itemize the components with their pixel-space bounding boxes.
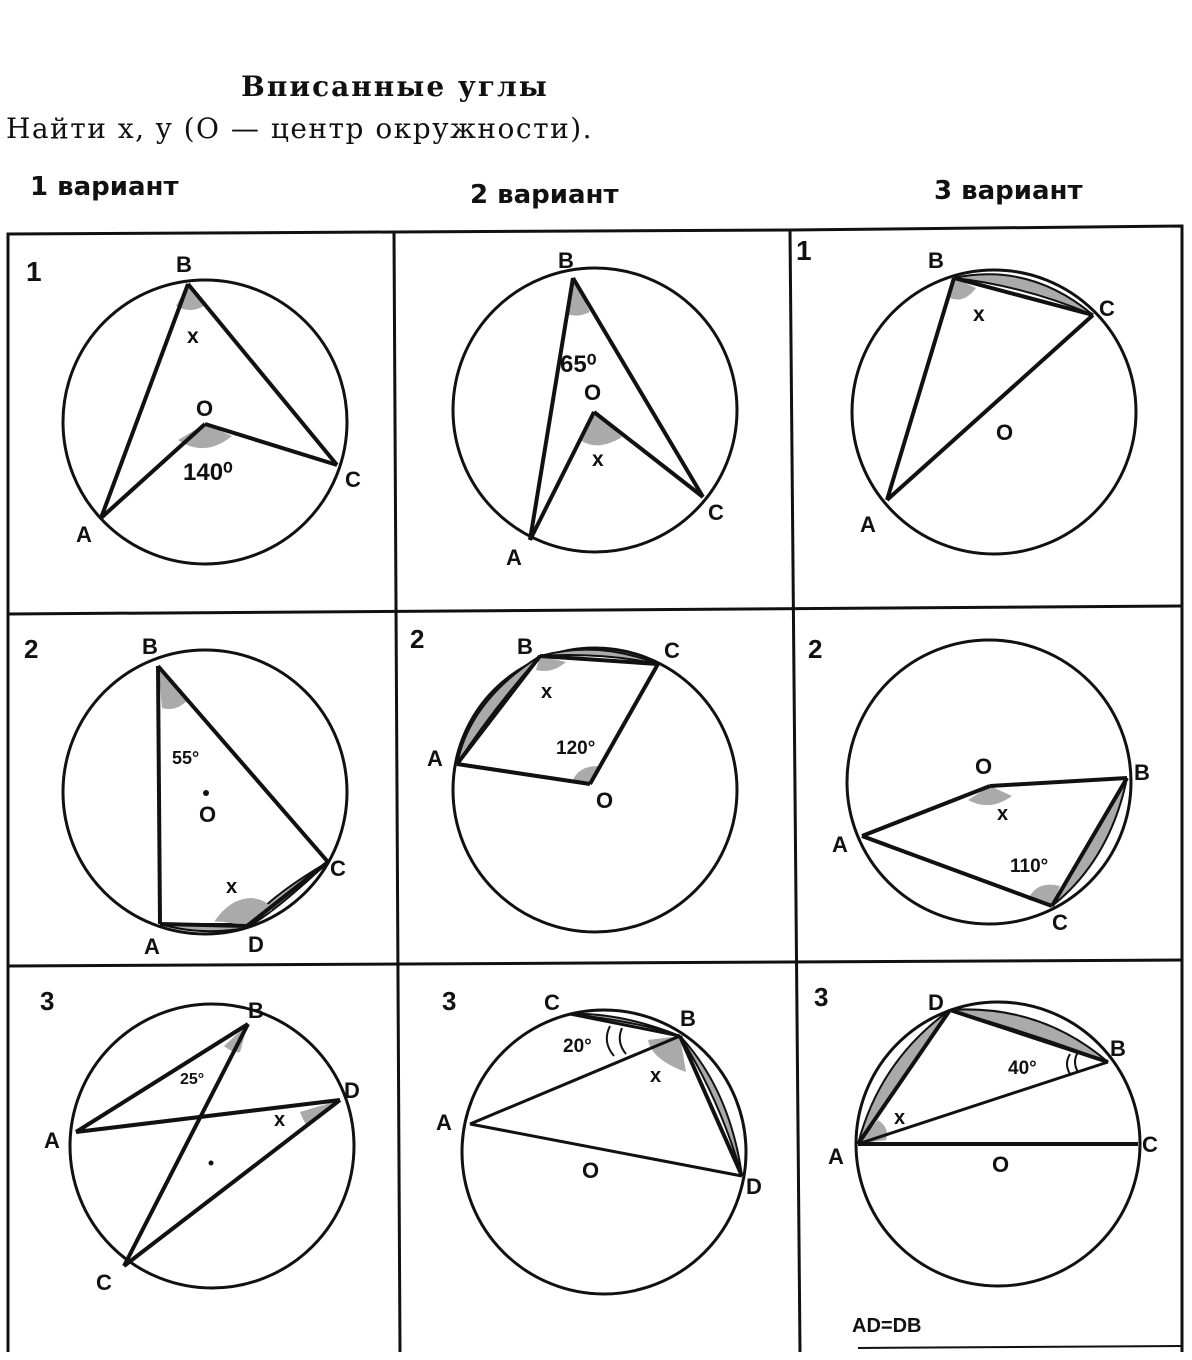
central-angle-mark xyxy=(178,424,232,448)
center-label-o: O xyxy=(975,754,993,779)
unknown-x: x xyxy=(894,1107,906,1129)
problem-number: 3 xyxy=(442,986,457,1016)
page-title: Вписанные углы xyxy=(241,70,549,103)
point-label-a: A xyxy=(144,934,160,959)
circle xyxy=(852,270,1136,554)
problem-v2-1 xyxy=(453,248,737,570)
angle-40-arc-1 xyxy=(1067,1054,1070,1074)
point-label-c: C xyxy=(330,856,346,881)
problem-v3-2 xyxy=(808,634,1150,935)
variant-3-heading: 3 вариант xyxy=(934,176,1083,206)
problem-v1-1 xyxy=(26,252,361,564)
point-label-a: A xyxy=(436,1110,452,1135)
problem-number: 2 xyxy=(808,634,823,664)
problem-number: 1 xyxy=(26,256,42,287)
variant-1-heading: 1 вариант xyxy=(30,172,179,202)
problem-v3-1 xyxy=(796,235,1136,554)
circle xyxy=(453,268,737,552)
angle-20-arc-2 xyxy=(620,1028,626,1054)
angle-value: 20° xyxy=(563,1036,592,1057)
angle-value: 25° xyxy=(180,1071,205,1088)
condition-note: AD=DB xyxy=(852,1315,922,1337)
angle-value: 55° xyxy=(172,748,200,768)
center-label-o: O xyxy=(596,788,614,813)
unknown-x: x xyxy=(997,803,1009,825)
center-label-o: O xyxy=(582,1158,600,1183)
center-label-o: O xyxy=(992,1152,1010,1177)
point-label-a: A xyxy=(44,1128,60,1153)
point-label-a: A xyxy=(860,512,876,537)
problem-v3-3 xyxy=(814,982,1158,1337)
circle xyxy=(462,1010,746,1294)
angle-20-arc-1 xyxy=(607,1026,614,1056)
point-label-c: C xyxy=(708,500,724,525)
point-label-a: A xyxy=(832,832,848,857)
angle-value: 65⁰ xyxy=(560,351,597,378)
problem-number: 2 xyxy=(410,624,425,654)
point-label-d: D xyxy=(928,990,944,1015)
point-label-d: D xyxy=(248,932,264,957)
problem-number: 1 xyxy=(796,235,812,266)
variant-2-heading: 2 вариант xyxy=(470,180,619,210)
point-label-b: B xyxy=(558,248,574,273)
point-label-c: C xyxy=(96,1270,112,1295)
point-label-d: D xyxy=(344,1078,360,1103)
angle-value: 40° xyxy=(1008,1058,1037,1079)
center-label-o: O xyxy=(199,802,217,827)
point-label-b: B xyxy=(928,248,944,273)
problem-number: 2 xyxy=(24,634,39,664)
center-point xyxy=(209,1161,214,1166)
problem-v1-2 xyxy=(24,634,347,959)
point-label-c: C xyxy=(345,467,361,492)
unknown-x: x xyxy=(274,1109,286,1131)
point-label-b: B xyxy=(1134,760,1150,785)
circle xyxy=(63,280,347,564)
center-label-o: O xyxy=(584,380,602,405)
point-label-c: C xyxy=(1142,1132,1158,1157)
unknown-x: x xyxy=(226,876,238,898)
unknown-x: x xyxy=(973,303,985,326)
center-label-o: O xyxy=(996,420,1014,445)
center-label-o: O xyxy=(196,396,214,421)
point-label-a: A xyxy=(427,746,443,771)
point-label-c: C xyxy=(1099,296,1115,321)
point-label-b: B xyxy=(248,998,264,1023)
point-label-c: C xyxy=(544,990,560,1015)
unknown-x: x xyxy=(592,448,604,471)
problem-v2-3 xyxy=(436,986,762,1294)
point-label-d: D xyxy=(746,1174,762,1199)
point-label-b: B xyxy=(680,1006,696,1031)
angle-40-arc-2 xyxy=(1075,1052,1078,1072)
problem-number: 3 xyxy=(40,986,55,1016)
problem-number: 3 xyxy=(814,982,829,1012)
point-label-a: A xyxy=(76,522,92,547)
angle-value: 110° xyxy=(1010,856,1049,877)
point-label-b: B xyxy=(142,634,158,659)
point-label-a: A xyxy=(506,545,522,570)
point-label-c: C xyxy=(664,638,680,663)
point-label-b: B xyxy=(176,252,192,277)
angle-value: 140⁰ xyxy=(183,459,233,486)
problem-v1-3 xyxy=(40,986,360,1295)
point-label-b: B xyxy=(517,634,533,659)
unknown-x: x xyxy=(541,681,553,703)
angle-value: 120° xyxy=(556,738,596,759)
point-label-b: B xyxy=(1110,1036,1126,1061)
task-statement: Найти x, y (O — центр окружности). xyxy=(6,112,594,145)
unknown-x: x xyxy=(650,1065,662,1087)
center-point xyxy=(203,790,209,796)
point-label-a: A xyxy=(828,1144,844,1169)
unknown-x: x xyxy=(187,325,199,348)
point-label-c: C xyxy=(1052,910,1068,935)
problem-v2-2 xyxy=(410,624,737,932)
